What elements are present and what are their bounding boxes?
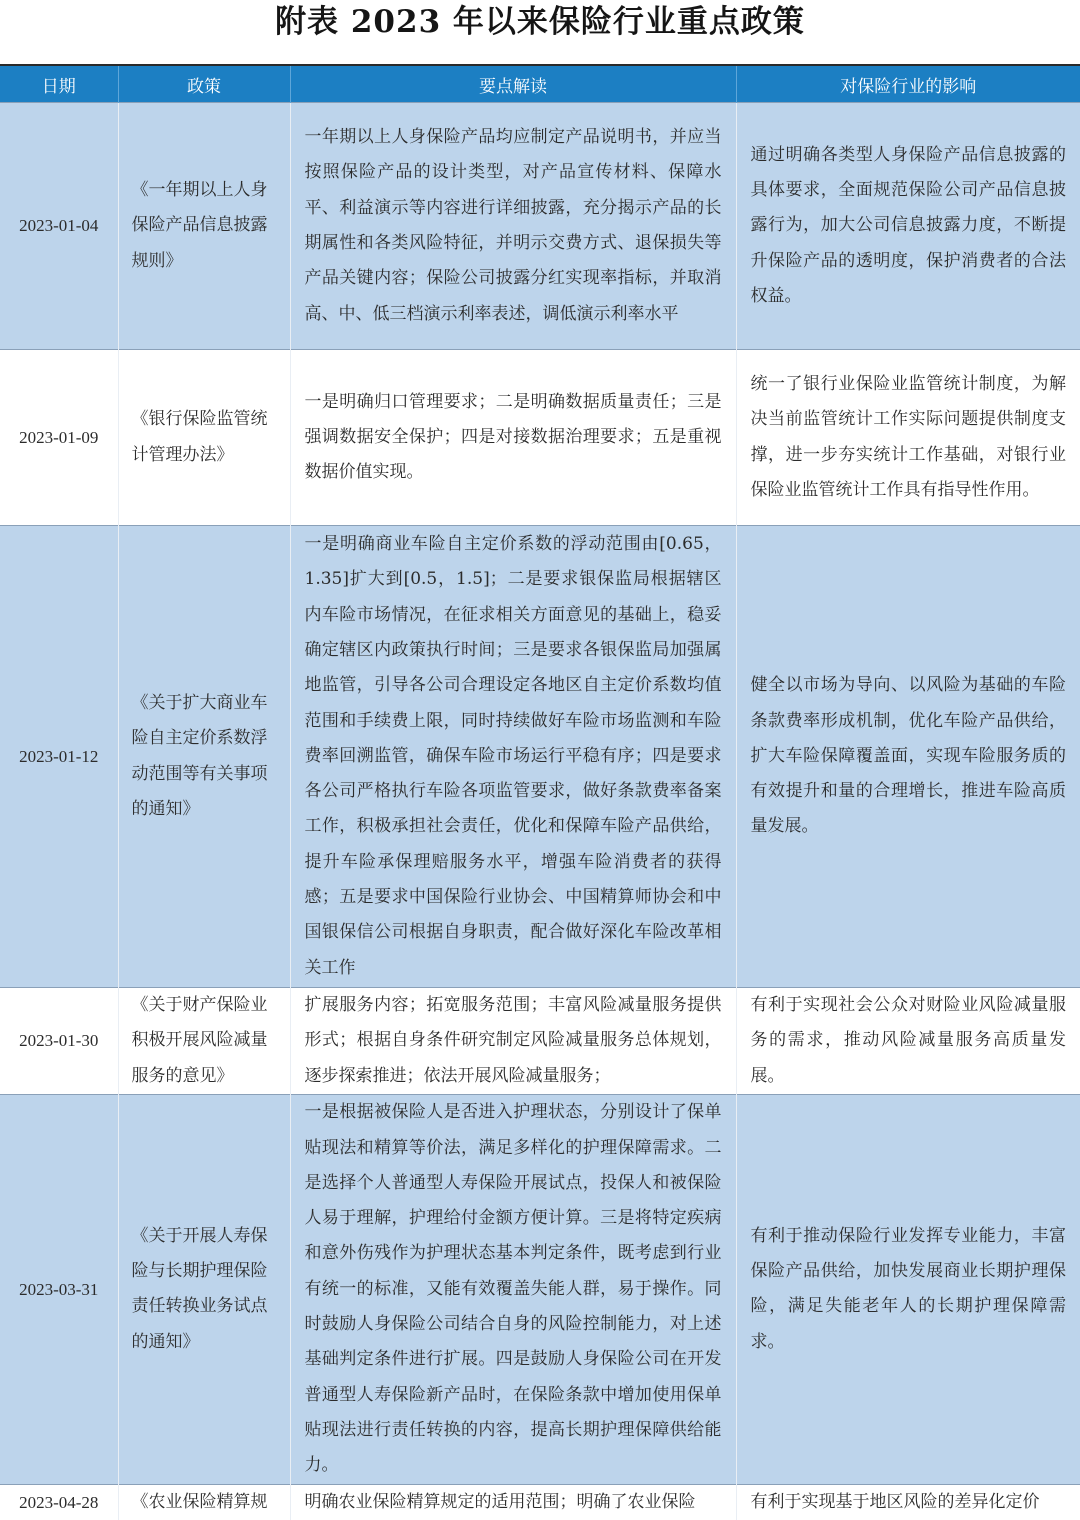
row-date: 2023-01-09	[0, 350, 118, 526]
row-points: 扩展服务内容；拓宽服务范围；丰富风险减量服务提供形式；根据自身条件研究制定风险减量服务总体规划，逐步探索推进；依法开展风险减量服务；	[290, 988, 736, 1095]
row-policy: 《一年期以上人身保险产品信息披露规则》	[118, 103, 290, 350]
row-date: 2023-04-28	[0, 1484, 118, 1520]
row-policy: 《银行保险监管统计管理办法》	[118, 350, 290, 526]
row-impact: 通过明确各类型人身保险产品信息披露的具体要求，全面规范保险公司产品信息披露行为，加大公司信息披露力度，不断提升保险产品的透明度，保护消费者的合法权益。	[736, 103, 1080, 350]
row-points: 一年期以上人身保险产品均应制定产品说明书，并应当按照保险产品的设计类型，对产品宣传材料、保障水平、利益演示等内容进行详细披露，充分揭示产品的长期属性和各类风险特征，并明示交费方式、退保损失等产品关键内容；保险公司披露分红实现率指标，并取消高、中、低三档演示利率表述，调低演示利率水平	[290, 103, 736, 350]
row-points: 一是根据被保险人是否进入护理状态，分别设计了保单贴现法和精算等价法，满足多样化的护理保障需求。二是选择个人普通型人寿保险开展试点，投保人和被保险人易于理解，护理给付金额方便计算。三是将特定疾病和意外伤残作为护理状态基本判定条件，既考虑到行业有统一的标准，又能有效覆盖失能人群，易于操作。同时鼓励人身保险公司结合自身的风险控制能力，对上述基础判定条件进行扩展。四是鼓励人身保险公司在开发普通型人寿保险新产品时，在保险条款中增加使用保单贴现法进行责任转换的内容，提高长期护理保障供给能力。	[290, 1094, 736, 1484]
row-impact: 有利于实现社会公众对财险业风险减量服务的需求，推动风险减量服务高质量发展。	[736, 988, 1080, 1095]
header-date: 日期	[0, 66, 118, 103]
table-row	[0, 526, 1080, 988]
row-date: 2023-03-31	[0, 1094, 118, 1484]
row-points: 一是明确归口管理要求；二是明确数据质量责任；三是强调数据安全保护；四是对接数据治理要求；五是重视数据价值实现。	[290, 350, 736, 526]
table-row	[0, 1094, 1080, 1484]
row-policy: 《农业保险精算规	[118, 1484, 290, 1520]
table-row	[0, 988, 1080, 1095]
row-impact: 统一了银行业保险业监管统计制度，为解决当前监管统计工作实际问题提供制度支撑，进一步夯实统计工作基础，对银行业保险业监管统计工作具有指导性作用。	[736, 350, 1080, 526]
row-policy: 《关于财产保险业积极开展风险减量服务的意见》	[118, 988, 290, 1095]
row-policy: 《关于开展人寿保险与长期护理保险责任转换业务试点的通知》	[118, 1094, 290, 1484]
row-date: 2023-01-12	[0, 526, 118, 988]
row-policy: 《关于扩大商业车险自主定价系数浮动范围等有关事项的通知》	[118, 526, 290, 988]
header-impact: 对保险行业的影响	[736, 66, 1080, 103]
table-row	[0, 103, 1080, 350]
row-points: 明确农业保险精算规定的适用范围；明确了农业保险	[290, 1484, 736, 1520]
policy-table	[0, 66, 1080, 1520]
row-date: 2023-01-04	[0, 103, 118, 350]
row-date: 2023-01-30	[0, 988, 118, 1095]
table-row	[0, 350, 1080, 526]
header-points: 要点解读	[290, 66, 736, 103]
row-impact: 有利于推动保险行业发挥专业能力，丰富保险产品供给，加快发展商业长期护理保险，满足失能老年人的长期护理保障需求。	[736, 1094, 1080, 1484]
page-title: 附表 2023 年以来保险行业重点政策	[275, 4, 805, 40]
header-row	[0, 66, 1080, 103]
row-impact: 健全以市场为导向、以风险为基础的车险条款费率形成机制，优化车险产品供给，扩大车险保障覆盖面，实现车险服务质的有效提升和量的合理增长，推进车险高质量发展。	[736, 526, 1080, 988]
row-impact: 有利于实现基于地区风险的差异化定价	[736, 1484, 1080, 1520]
row-points: 一是明确商业车险自主定价系数的浮动范围由[0.65，1.35]扩大到[0.5，1.5]；二是要求银保监局根据辖区内车险市场情况，在征求相关方面意见的基础上，稳妥确定辖区内政策执行时间；三是要求各银保监局加强属地监管，引导各公司合理设定各地区自主定价系数均值范围和手续费上限，同时持续做好车险市场监测和车险费率回溯监管，确保车险市场运行平稳有序；四是要求各公司严格执行车险各项监管要求，做好条款费率备案工作，积极承担社会责任，优化和保障车险产品供给，提升车险承保理赔服务水平，增强车险消费者的获得感；五是要求中国保险行业协会、中国精算师协会和中国银保信公司根据自身职责，配合做好深化车险改革相关工作	[290, 526, 736, 988]
header-policy: 政策	[118, 66, 290, 103]
